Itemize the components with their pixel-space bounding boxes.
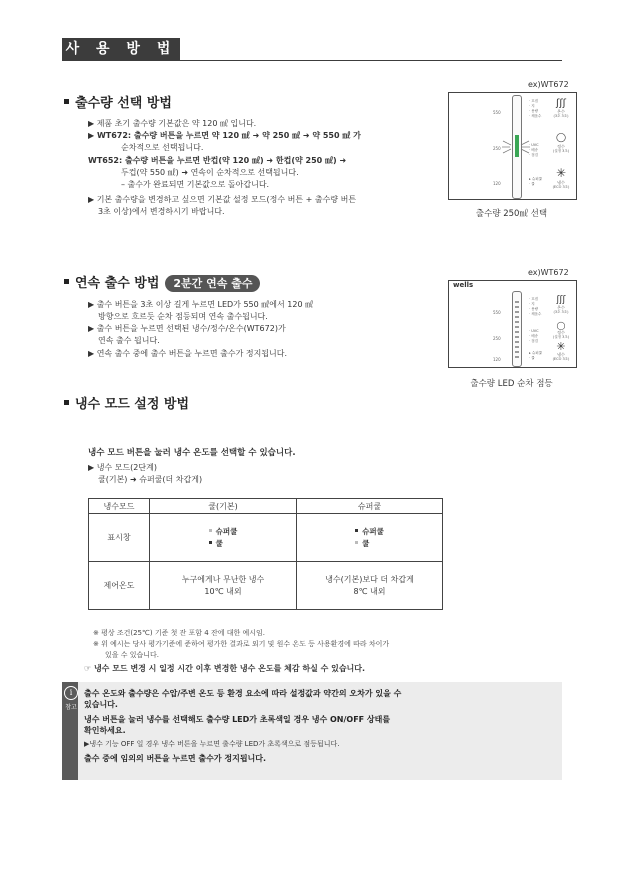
tick-250: 250 xyxy=(493,146,501,151)
hot-sub: (3초 3초) xyxy=(553,114,569,118)
panel-label: · 지 xyxy=(529,104,535,108)
cell-line: 냉수(기본)보다 더 차갑게 xyxy=(325,574,414,584)
table-row xyxy=(89,562,443,610)
table-cell xyxy=(297,562,443,610)
panel-label: ▸ 슈퍼쿨 xyxy=(529,351,543,355)
sequential-led xyxy=(515,301,519,361)
s1-line-2: ▶ WT672: 출수량 버튼을 누르면 약 120 ㎖ ➜ 약 250 ㎖ ➜ 약 550 ㎖ 가 xyxy=(88,131,361,140)
panel2-caption: 출수량 LED 순차 점등 xyxy=(470,379,553,389)
panel-label: · 용량 xyxy=(529,307,538,311)
table-cell: 표시창 xyxy=(89,514,150,562)
purified-label: 정수 xyxy=(557,330,565,335)
bullet-square-icon xyxy=(64,279,69,284)
cold-mode-table xyxy=(88,498,443,610)
table-cell xyxy=(150,562,297,610)
table-row xyxy=(89,514,443,562)
s2-line-2: 방향으로 흐르듯 순차 점등되며 연속 출수됩니다. xyxy=(98,312,268,321)
s1-line-1: ▶ 제품 초기 출수량 기본값은 약 120 ㎖ 입니다. xyxy=(88,119,257,128)
example-label-1: ex)WT672 xyxy=(528,80,569,89)
table-header-cell: 쿨(기본) xyxy=(150,499,297,514)
cold-label: 냉수 xyxy=(557,180,565,185)
panel-label: · UVC xyxy=(529,329,539,333)
indicator-on-icon xyxy=(209,541,212,544)
cold-sub: (ECO 3초) xyxy=(552,185,570,189)
bullet-square-icon xyxy=(64,400,69,405)
panel-label: · 쿨 xyxy=(529,356,535,360)
purified-sub: (설정 3초) xyxy=(552,149,570,153)
cold-sub: (ECO 3초) xyxy=(552,357,570,361)
purified-water-button[interactable] xyxy=(549,321,573,340)
indicator-off-icon xyxy=(209,529,212,532)
note-1: ※ 평상 조건(25℃) 기준 첫 잔 포함 4 잔에 대한 예시임. xyxy=(93,629,265,637)
tick-550: 550 xyxy=(493,110,501,115)
ref-line-4: 확인하세요. xyxy=(84,726,126,735)
note-2: ※ 위 예시는 당사 평가기준에 준하여 평가한 결과로 외기 및 원수 온도 등 사용환경에 따라 차이가 xyxy=(93,640,390,648)
panel-label: · 쿨 xyxy=(529,182,535,186)
droplet-icon: ◯ xyxy=(556,321,566,330)
ref-line-2: 있습니다. xyxy=(84,700,118,709)
continuous-badge: 2분간 연속 출수 xyxy=(165,275,260,292)
panel-label: · 점검 xyxy=(529,339,538,343)
s3-sub2: 쿨(기본) ➜ 슈퍼쿨(더 차갑게) xyxy=(98,475,203,484)
s2-line-3: ▶ 출수 버튼을 누르면 선택된 냉수/정수/온수(WT672)가 xyxy=(88,324,286,333)
section1-heading: 출수량 선택 방법 xyxy=(64,92,172,111)
steam-icon: ʃʃʃ xyxy=(556,295,566,305)
panel-label: · 점검 xyxy=(529,153,538,157)
hot-water-button[interactable] xyxy=(549,98,573,119)
panel-label: · 용량 xyxy=(529,109,538,113)
tick-250: 250 xyxy=(493,336,501,341)
cold-label: 냉수 xyxy=(557,352,565,357)
cold-water-button[interactable] xyxy=(549,341,573,362)
table-header-row xyxy=(89,499,443,514)
panel-label: · 끄짐 xyxy=(529,297,538,301)
steam-icon: ʃʃʃ xyxy=(555,98,567,109)
reference-label: 참고 xyxy=(65,704,77,711)
table-cell xyxy=(150,514,297,562)
tick-550: 550 xyxy=(493,310,501,315)
s3-intro: 냉수 모드 버튼을 눌러 냉수 온도를 선택할 수 있습니다. xyxy=(88,448,296,458)
panel-label: · 지 xyxy=(529,302,535,306)
snowflake-icon: ✳ xyxy=(556,340,566,353)
indicator-off-icon xyxy=(355,541,358,544)
display-indicator: 슈퍼쿨 xyxy=(209,526,238,538)
panel1-caption: 출수량 250㎖ 선택 xyxy=(475,209,548,219)
display-panel-250 xyxy=(448,92,577,200)
hot-label: 온수 xyxy=(557,305,565,310)
cell-line: 누구에게나 무난한 냉수 xyxy=(181,574,265,584)
note-3: 있을 수 있습니다. xyxy=(105,651,160,659)
wells-logo: wells xyxy=(453,281,474,289)
section3-heading: 냉수 모드 설정 방법 xyxy=(64,393,189,412)
panel-label: · 배송 xyxy=(529,148,538,152)
cell-line: 10℃ 내외 xyxy=(204,586,242,596)
title-underline xyxy=(62,60,562,61)
panel-label: · 배송 xyxy=(529,334,538,338)
ref-line-3: 냉수 버튼을 눌러 냉수를 선택해도 출수량 LED가 초록색일 경우 냉수 ON/OFF 상태를 xyxy=(84,715,391,724)
tip-line: ☞ 냉수 모드 변경 시 일정 시간 이후 변경한 냉수 온도를 체감 하실 수 있습니다. xyxy=(84,664,366,673)
table-header-cell: 냉수모드 xyxy=(89,499,150,514)
hot-sub: (3초 3초) xyxy=(553,310,569,314)
purified-sub: (설정 3초) xyxy=(552,335,570,339)
table-cell xyxy=(297,514,443,562)
example-label-2: ex)WT672 xyxy=(528,268,569,277)
s1-line-7: ▶ 기본 출수량을 변경하고 싶으면 기본값 설정 모드(정수 버튼 + 출수량 버튼 xyxy=(88,195,357,204)
panel-label: · 채움수 xyxy=(529,114,542,118)
purified-label: 정수 xyxy=(557,144,565,149)
s1-line-3: 순차적으로 선택됩니다. xyxy=(121,143,204,152)
panel-label: ▸ 슈퍼쿨 xyxy=(529,177,543,181)
hot-water-button[interactable] xyxy=(549,295,573,315)
display-indicator: 쿨 xyxy=(355,538,384,550)
led-glow-icon xyxy=(501,133,531,161)
display-indicator: 쿨 xyxy=(209,538,238,550)
s2-line-4: 연속 출수 됩니다. xyxy=(98,336,160,345)
table-header-cell: 슈퍼쿨 xyxy=(297,499,443,514)
s1-line-6: – 출수가 완료되면 기본값으로 돌아갑니다. xyxy=(121,180,270,189)
ref-line-5: ▶냉수 기능 OFF 일 경우 냉수 버튼을 누르면 출수량 LED가 초록색으로 점등됩니다. xyxy=(84,740,340,748)
s3-sub1: ▶ 냉수 모드(2단계) xyxy=(88,463,157,472)
display-indicator: 슈퍼쿨 xyxy=(355,526,384,538)
s1-line-8: 3초 이상)에서 변경하시기 바랍니다. xyxy=(98,207,225,216)
panel-label: · 끄짐 xyxy=(529,99,538,103)
ref-line-1: 출수 온도와 출수량은 수압/주변 온도 등 환경 요소에 따라 설정값과 약간의 오차가 있을 수 xyxy=(84,689,402,698)
info-icon: i xyxy=(64,686,78,700)
page-title: 사 용 방 법 xyxy=(62,38,180,60)
hot-label: 온수 xyxy=(557,109,565,114)
s1-line-4: WT652: 출수량 버튼을 누르면 반컵(약 120 ㎖) ➜ 한컵(약 250 ㎖) ➜ xyxy=(88,156,347,165)
cell-line: 8℃ 내외 xyxy=(353,586,386,596)
section2-heading: 연속 출수 방법 2분간 연속 출수 xyxy=(64,272,260,292)
droplet-icon: ◯ xyxy=(555,133,567,143)
ref-line-6: 출수 중에 임의의 버튼을 누르면 출수가 정지됩니다. xyxy=(84,754,267,763)
display-panel-sequential xyxy=(448,280,577,368)
tick-120: 120 xyxy=(493,181,501,186)
cold-water-button[interactable] xyxy=(549,167,573,190)
s1-line-5: 두컵(약 550 ㎖) ➜ 연속이 순차적으로 선택됩니다. xyxy=(121,168,299,177)
tick-120: 120 xyxy=(493,357,501,362)
indicator-on-icon xyxy=(355,529,358,532)
bullet-square-icon xyxy=(64,99,69,104)
panel-label: · 채움수 xyxy=(529,312,542,316)
s2-line-5: ▶ 연속 출수 중에 출수 버튼을 누르면 출수가 정지됩니다. xyxy=(88,349,288,358)
panel-label: · UVC xyxy=(529,143,539,147)
s2-line-1: ▶ 출수 버튼을 3초 이상 길게 누르면 LED가 550 ㎖에서 120 ㎖ xyxy=(88,300,314,309)
table-cell: 제어온도 xyxy=(89,562,150,610)
purified-water-button[interactable] xyxy=(549,133,573,154)
snowflake-icon: ✳ xyxy=(555,166,567,180)
